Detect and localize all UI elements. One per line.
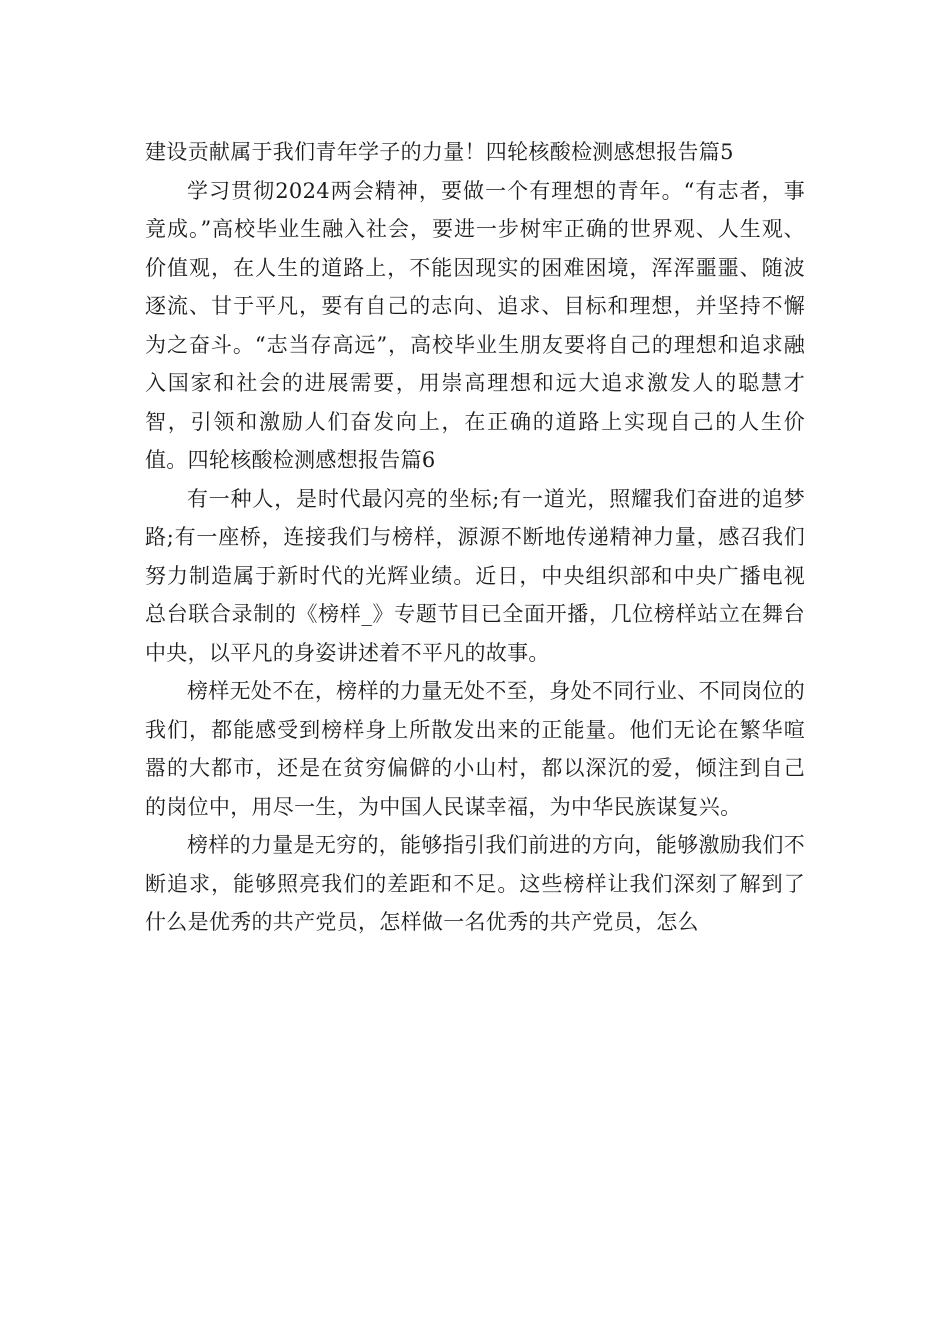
paragraph-2: 学习贯彻2024两会精神，要做一个有理想的青年。“有志者，事竟成。”高校毕业生融入社会，要进一步树牢正确的世界观、人生观、价值观，在人生的道路上，不能因现实的困难困境，浑浑噩噩、随波逐流、甘于平凡，要有自己的志向、追求、目标和理想，并坚持不懈为之奋斗。“志当存高远”，高校毕业生朋友要将自己的理想和追求融入国家和社会的进展需要，用崇高理想和远大追求激发人的聪慧才智，引领和激励人们奋发向上，在正确的道路上实现自己的人生价值。四轮核酸检测感想报告篇6 xyxy=(145,178,805,472)
document-body xyxy=(145,133,805,942)
paragraph-1: 建设贡献属于我们青年学子的力量！四轮核酸检测感想报告篇5 xyxy=(145,140,734,164)
paragraph-5: 榜样的力量是无穷的，能够指引我们前进的方向，能够激励我们不断追求，能够照亮我们的差距和不足。这些榜样让我们深刻了解到了什么是优秀的共产党员，怎样做一名优秀的共产党员，怎么 xyxy=(145,833,805,934)
paragraph-4: 榜样无处不在，榜样的力量无处不至，身处不同行业、不同岗位的我们，都能感受到榜样身上所散发出来的正能量。他们无论在繁华喧嚣的大都市，还是在贫穷偏僻的小山村，都以深沉的爱，倾注到自己的岗位中，用尽一生，为中国人民谋幸福，为中华民族谋复兴。 xyxy=(145,679,805,819)
paragraph-3: 有一种人，是时代最闪亮的坐标;有一道光，照耀我们奋进的追梦路;有一座桥，连接我们与榜样，源源不断地传递精神力量，感召我们努力制造属于新时代的光辉业绩。近日，中央组织部和中央广播电视总台联合录制的《榜样_》专题节目已全面开播，几位榜样站立在舞台中央，以平凡的身姿讲述着不平凡的故事。 xyxy=(145,486,805,665)
